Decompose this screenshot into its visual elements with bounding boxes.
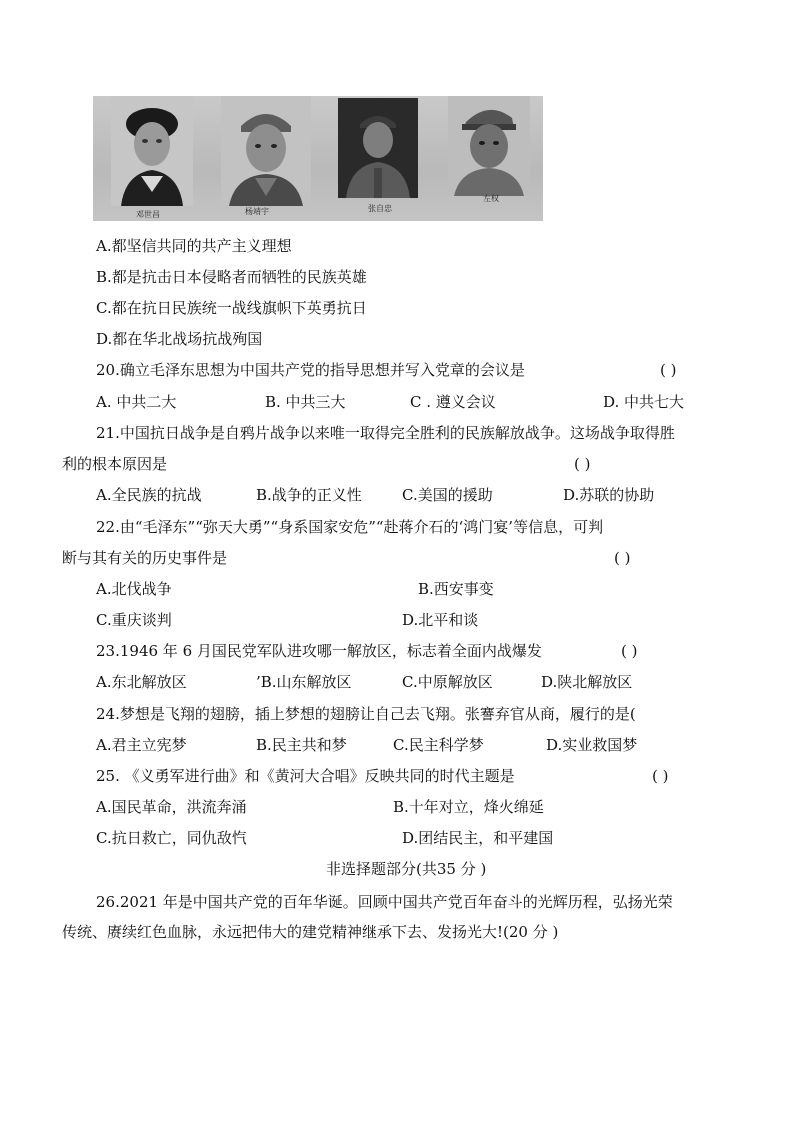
q19-option-a: A.都坚信共同的共产主义理想 [96, 237, 292, 255]
portrait-icon [448, 96, 530, 196]
q25-stem: 25. 《义勇军进行曲》和《黄河大合唱》反映共同的时代主题是 [96, 767, 515, 785]
q21-answer-paren: ( ) [574, 455, 591, 473]
q25-answer-paren: ( ) [652, 767, 669, 785]
q22-answer-paren: ( ) [614, 549, 631, 567]
q20-stem: 20.确立毛泽东思想为中国共产党的指导思想并写入党章的会议是 [96, 361, 525, 379]
portrait-icon [221, 96, 311, 206]
q24-option-c: C.民主科学梦 [393, 736, 484, 754]
q25-option-c: C.抗日救亡，同仇敌忾 [96, 829, 247, 847]
q22-stem-line1: 22.由“毛泽东”“弥天大勇”“身系国家安危”“赴蒋介石的‘鸿门宴’等信息，可判 [96, 518, 604, 536]
q22-option-a: A.北伐战争 [96, 580, 172, 598]
q22-stem-line2: 断与其有关的历史事件是 [62, 549, 228, 567]
q26-line2: 传统、赓续红色血脉，永远把伟大的建党精神继承下去、发扬光大!(20 分 ) [62, 923, 559, 941]
q23-option-d: D.陕北解放区 [541, 673, 633, 691]
photo-caption-2: 杨靖宇 [245, 207, 269, 216]
section-title: 非选择题部分(共35 分 ) [326, 860, 487, 878]
portrait-icon [111, 96, 193, 206]
q24-option-a: A.君主立宪梦 [96, 736, 187, 754]
q21-option-c: C.美国的援助 [402, 486, 493, 504]
q24-option-b: B.民主共和梦 [256, 736, 347, 754]
q20-option-a: A. 中共二大 [96, 393, 177, 411]
q23-answer-paren: ( ) [621, 642, 638, 660]
q20-option-b: B. 中共三大 [265, 393, 346, 411]
q25-option-b: B.十年对立，烽火绵延 [393, 798, 544, 816]
photo-caption-1: 邓世昌 [136, 210, 160, 219]
portrait-icon [338, 98, 418, 198]
q20-option-d: D. 中共七大 [603, 393, 685, 411]
q21-stem-line1: 21.中国抗日战争是自鸦片战争以来唯一取得完全胜利的民族解放战争。这场战争取得胜 [96, 424, 675, 442]
q22-option-d: D.北平和谈 [402, 611, 479, 629]
q24-option-d: D.实业救国梦 [546, 736, 638, 754]
q21-option-b: B.战争的正义性 [256, 486, 362, 504]
q23-option-b: ’B.山东解放区 [256, 673, 352, 691]
q26-line1: 26.2021 年是中国共产党的百年华诞。回顾中国共产党百年奋斗的光辉历程，弘扬光荣 [96, 893, 673, 911]
q22-option-c: C.重庆谈判 [96, 611, 172, 629]
q24-stem: 24.梦想是飞翔的翅膀，插上梦想的翅膀让自己去飞翔。张謇弃官从商，履行的是( [96, 705, 636, 723]
q22-option-b: B.西安事变 [418, 580, 494, 598]
q23-option-a: A.东北解放区 [96, 673, 187, 691]
portrait-photo-strip [93, 96, 543, 221]
q25-option-a: A.国民革命，洪流奔涌 [96, 798, 247, 816]
photo-caption-3: 张自忠 [368, 204, 392, 213]
q19-option-b: B.都是抗击日本侵略者而牺牲的民族英雄 [96, 268, 367, 286]
photo-caption-4: 左权 [483, 194, 499, 203]
q19-option-d: D.都在华北战场抗战殉国 [96, 330, 263, 348]
q23-stem: 23.1946 年 6 月国民党军队进攻哪一解放区，标志着全面内战爆发 [96, 642, 542, 660]
q21-stem-line2: 利的根本原因是 [62, 455, 168, 473]
q23-option-c: C.中原解放区 [402, 673, 493, 691]
q21-option-a: A.全民族的抗战 [96, 486, 202, 504]
q20-option-c: C . 遵义会议 [410, 393, 496, 411]
q21-option-d: D.苏联的协助 [563, 486, 655, 504]
q19-option-c: C.都在抗日民族统一战线旗帜下英勇抗日 [96, 299, 367, 317]
q25-option-d: D.团结民主，和平建国 [402, 829, 554, 847]
q20-answer-paren: ( ) [660, 361, 677, 379]
